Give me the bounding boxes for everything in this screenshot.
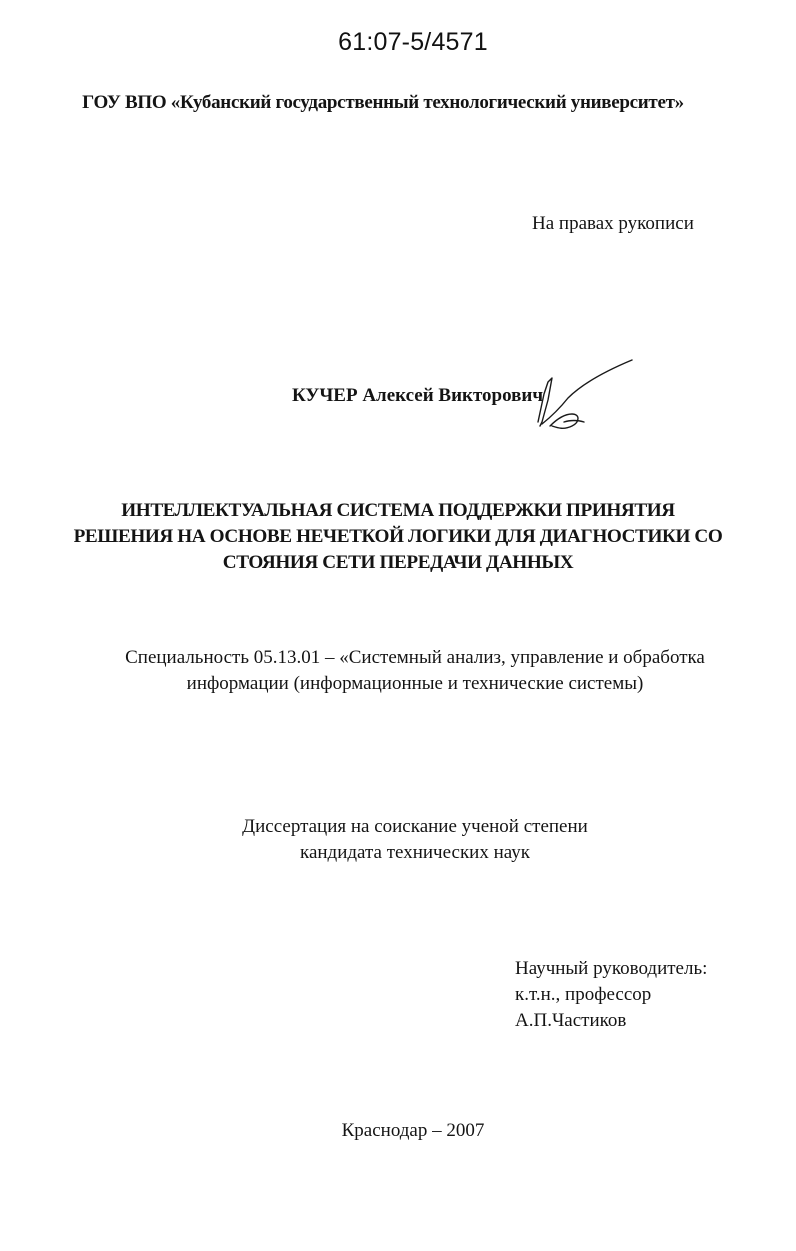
title-line: СТОЯНИЯ СЕТИ ПЕРЕДАЧИ ДАННЫХ [222,552,574,573]
author-name: КУЧЕР Алексей Викторович [292,385,544,406]
degree-line: Диссертация на соискание ученой степени [242,816,588,837]
degree-line: кандидата технических наук [300,842,530,863]
supervisor-block [515,956,707,1034]
title-line: ИНТЕЛЛЕКТУАЛЬНАЯ СИСТЕМА ПОДДЕРЖКИ ПРИНЯТИЯ [121,500,675,521]
manuscript-rights-note: На правах рукописи [532,213,694,234]
supervisor-label: Научный руководитель: [515,958,708,979]
specialty-line: информации (информационные и технические системы) [186,673,644,694]
city-year: Краснодар – 2007 [341,1120,485,1141]
supervisor-name: А.П.Частиков [515,1010,627,1031]
degree-block [180,814,650,866]
specialty-line: Специальность 05.13.01 – «Системный анализ, управление и обработка [125,647,705,668]
dissertation-title [60,498,736,576]
institution-name: ГОУ ВПО «Кубанский государственный технологический университет» [82,92,684,113]
specialty-block [80,645,750,697]
supervisor-rank: к.т.н., профессор [515,984,652,1005]
title-line: РЕШЕНИЯ НА ОСНОВЕ НЕЧЕТКОЙ ЛОГИКИ ДЛЯ ДИАГНОСТИКИ СО [73,526,723,547]
archive-stamp-number: 61:07-5/4571 [338,28,488,56]
author-signature [534,358,636,434]
